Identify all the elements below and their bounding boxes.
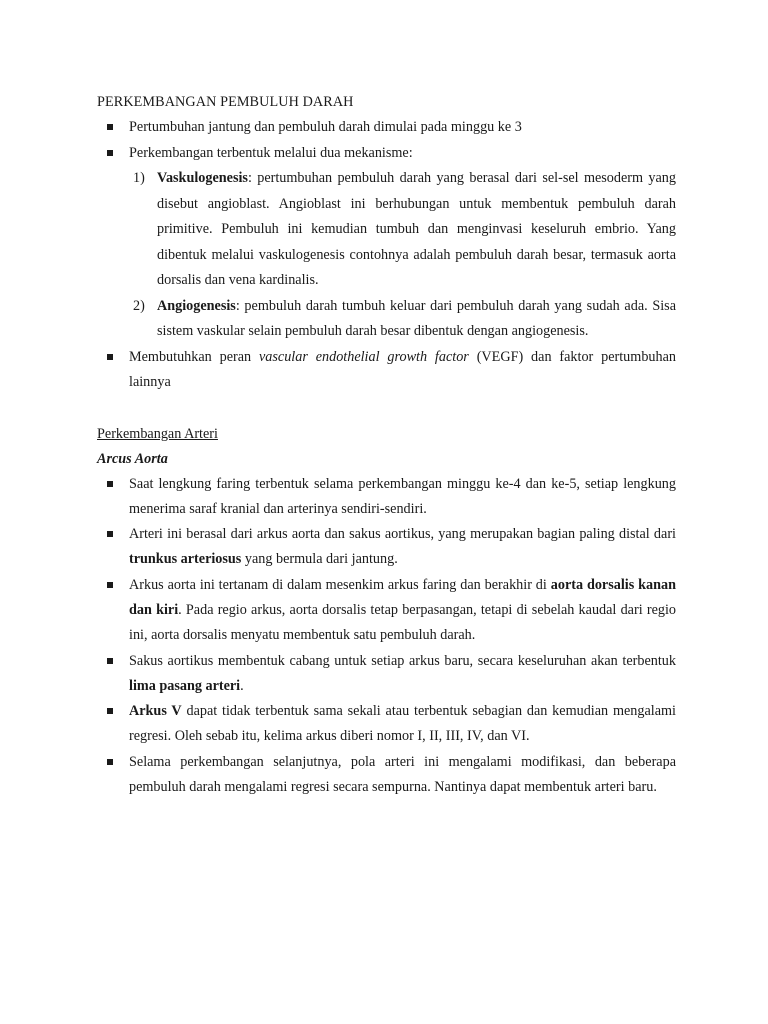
document-content	[97, 90, 676, 800]
bullet-list	[97, 115, 676, 396]
numbered-list	[97, 166, 676, 345]
list-item-text: Selama perkembangan selanjutnya, pola arteri ini mengalami modifikasi, dan beberapa pembuluh darah mengalami regresi secara sempurna. Nantinya dapat membentuk arteri baru.	[129, 753, 676, 796]
list-item	[97, 141, 676, 345]
section-title: PERKEMBANGAN PEMBULUH DARAH	[97, 94, 354, 110]
list-item-text: dapat tidak terbentuk sama sekali atau terbentuk sebagian dan kemudian mengalami regresi. Oleh sebab itu, kelima arkus diberi nomor I, II, III, IV, dan VI.	[129, 703, 676, 745]
square-bullet-icon	[107, 531, 113, 537]
item-number: 2)	[133, 297, 145, 314]
numbered-item	[97, 294, 676, 345]
list-item-text: Arteri ini berasal dari arkus aorta dan sakus aortikus, yang merupakan bagian paling distal dari	[129, 526, 676, 543]
list-item-text: Saat lengkung faring terbentuk selama perkembangan minggu ke-4 dan ke-5, setiap lengkung menerima saraf kranial dan arterinya sendiri-sendiri.	[129, 475, 676, 517]
square-bullet-icon	[107, 582, 113, 588]
list-item	[97, 750, 676, 801]
list-item-text: Sakus aortikus membentuk cabang untuk setiap arkus baru, secara keseluruhan akan terbentuk	[129, 652, 676, 669]
square-bullet-icon	[107, 759, 113, 765]
item-number: 1)	[133, 170, 145, 186]
square-bullet-icon	[107, 481, 113, 487]
list-item	[97, 522, 676, 573]
bold-term: aorta dorsalis kanan dan kiri	[129, 576, 676, 618]
list-item	[97, 573, 676, 649]
list-item	[97, 649, 676, 700]
square-bullet-icon	[107, 658, 113, 664]
list-item-text: Pertumbuhan jantung dan pembuluh darah dimulai pada minggu ke 3	[129, 119, 522, 135]
bold-term: trunkus arteriosus	[129, 551, 242, 568]
section-heading: Perkembangan Arteri	[97, 425, 218, 442]
item-text: : pembuluh darah tumbuh keluar dari pembuluh darah yang sudah ada. Sisa sistem vaskular selain pembuluh darah besar dibentuk dengan angiogenesis.	[157, 297, 676, 339]
item-text: : pertumbuhan pembuluh darah yang berasal dari sel-sel mesoderm yang disebut angioblast. Angioblast ini berhubungan untuk membentuk pembuluh darah primitive. Pembuluh ini kemudian tumbuh dan menginvasi keseluruh embrio. Yang dibentuk melalui vaskulogenesis contohnya adalah pembuluh darah besar, termasuk aorta dorsalis dan vena kardinalis.	[157, 170, 676, 288]
square-bullet-icon	[107, 150, 113, 156]
term-angiogenesis: Angiogenesis	[157, 297, 236, 314]
spacer	[97, 396, 676, 420]
list-item-text: yang bermula dari jantung.	[241, 551, 398, 568]
bullet-list	[97, 472, 676, 801]
list-item-text: Arkus aorta ini tertanam di dalam mesenkim arkus faring dan berakhir di	[129, 576, 551, 593]
list-item	[97, 472, 676, 523]
square-bullet-icon	[107, 124, 113, 130]
list-item-text: . Pada regio arkus, aorta dorsalis tetap berpasangan, tetapi di sebelah kaudal dari regio ini, aorta dorsalis menyatu membentuk satu pembuluh darah.	[129, 601, 676, 644]
term-vaskulogenesis: Vaskulogenesis	[157, 170, 248, 186]
subsection-heading: Arcus Aorta	[97, 450, 168, 467]
bold-term: lima pasang arteri	[129, 677, 241, 694]
list-item	[97, 115, 676, 141]
bold-term: Arkus V	[129, 703, 182, 720]
list-item-text: .	[240, 677, 244, 694]
list-item-text: (VEGF) dan faktor pertumbuhan lainnya	[129, 348, 676, 390]
square-bullet-icon	[107, 708, 113, 714]
square-bullet-icon	[107, 354, 113, 360]
list-item	[97, 345, 676, 396]
numbered-item	[97, 166, 676, 294]
list-item-text: Membutuhkan peran	[129, 348, 259, 365]
list-item	[97, 699, 676, 750]
vegf-term: vascular endothelial growth factor	[258, 348, 469, 365]
list-item-text: Perkembangan terbentuk melalui dua mekanisme:	[129, 144, 413, 161]
